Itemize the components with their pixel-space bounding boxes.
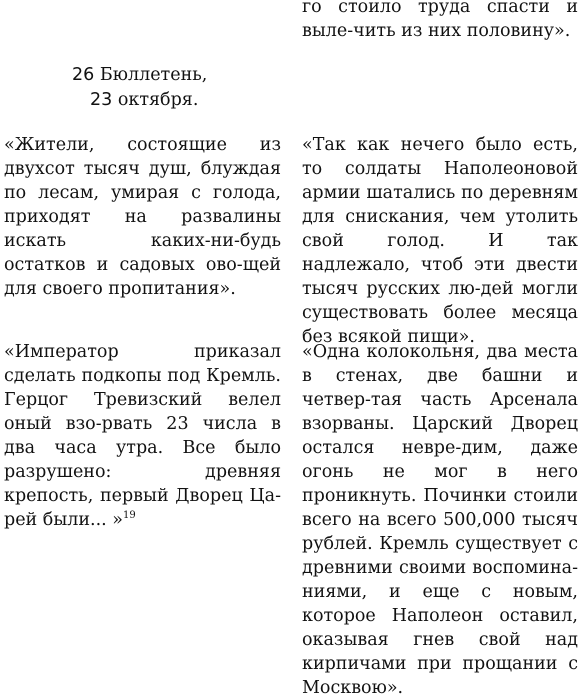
- footnote-marker: 19: [123, 510, 136, 522]
- quote-soldiers: «Так как нечего было есть, то солдаты Наполеоновой армии шатались по деревням для снискания, чем утолить свой голод. И так надлежало, чтоб эти двести тысяч русских лю-дей могли существовать более месяца без всякой пищи».: [302, 135, 578, 347]
- bulletin-heading-line2: [72, 88, 207, 113]
- bulletin-date-day: 23: [90, 90, 113, 110]
- bulletin-date-month: октября.: [117, 90, 199, 110]
- bulletin-heading-line1: [72, 63, 207, 88]
- continued-paragraph: го стоило труда спасти и выле-чить из них половину».: [302, 0, 578, 41]
- quote-residents: «Жители, состоящие из двухсот тысяч душ, блуждая по лесам, умирая с голода, приходят на развалины искать каких-ни-будь остатков и садовых ово-щей для своего пропитания».: [4, 135, 281, 299]
- quote-emperor-order: [4, 340, 281, 532]
- quote-bell-tower: «Одна колокольня, два места в стенах, две башни и четвер-тая часть Арсенала взорваны. Царский Дворец остался невре-дим, даже огонь не мог в него проникнуть. Починки стоили всего на всего 500,000 тысяч рублей. Кремль существует с древними своими воспомина-ниями, и еще с новым, которое Наполеон оставил, оказывая гнев свой над кирпичами при прощании с Москвою».: [302, 342, 578, 698]
- quote-emperor-text: «Император приказал сделать подкопы под Кремль. Герцог Тревизский велел оный взо-рвать 23 числа в два часа утра. Все было разрушено: древняя крепость, первый Дворец Ца-рей были... »: [4, 342, 281, 530]
- bulletin-heading: [72, 63, 207, 113]
- bulletin-number: 26: [72, 65, 95, 85]
- bulletin-title: Бюллетень,: [99, 65, 208, 85]
